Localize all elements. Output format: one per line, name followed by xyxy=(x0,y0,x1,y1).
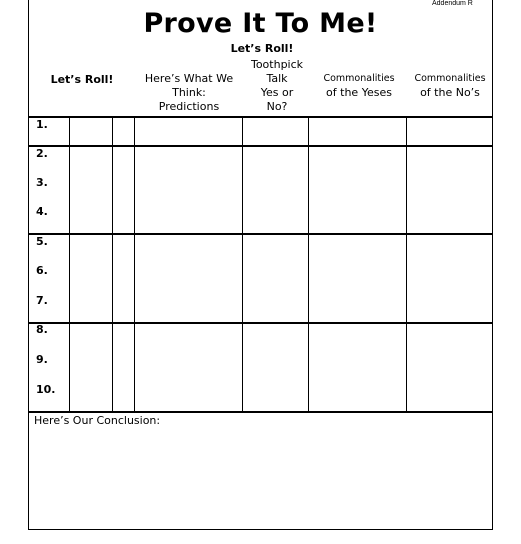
page-title: Prove It To Me! xyxy=(143,8,378,39)
row-number: 5. xyxy=(36,235,48,248)
header-yeses-line2: of the Yeses xyxy=(326,86,392,99)
group-rule-3 xyxy=(28,322,493,324)
header-lets-roll: Let’s Roll! xyxy=(50,73,114,86)
row-number: 4. xyxy=(36,205,48,218)
row-number: 10. xyxy=(36,383,56,396)
row-number: 3. xyxy=(36,176,48,189)
conclusion-label: Here’s Our Conclusion: xyxy=(34,414,161,427)
header-toothpick-line1: Toothpick xyxy=(250,58,304,71)
header-predictions-line2: Think: xyxy=(172,86,206,99)
row-number: 7. xyxy=(36,294,48,307)
addendum-label: Addendum R xyxy=(432,0,473,7)
column-divider xyxy=(308,117,309,412)
row-number: 2. xyxy=(36,147,48,160)
column-divider xyxy=(69,117,70,412)
header-toothpick-talk xyxy=(244,58,310,114)
header-toothpick-line3: Yes or xyxy=(260,86,294,99)
row-number: 6. xyxy=(36,264,48,277)
header-toothpick-line4: No? xyxy=(266,100,288,113)
subtitle: Let’s Roll! xyxy=(230,42,294,55)
table-bottom-rule xyxy=(28,411,493,413)
header-toothpick-line2: Talk xyxy=(266,72,288,85)
header-nos-line1: Commonalities xyxy=(414,73,486,84)
header-commonalities-nos xyxy=(408,72,492,100)
header-commonalities-yeses xyxy=(314,72,404,100)
column-divider xyxy=(112,117,113,412)
column-divider xyxy=(242,117,243,412)
table-top-rule xyxy=(28,116,493,118)
group-rule-2 xyxy=(28,233,493,235)
column-divider xyxy=(406,117,407,412)
row-number: 1. xyxy=(36,118,48,131)
group-rule-1 xyxy=(28,145,493,147)
header-predictions-line1: Here’s What We xyxy=(144,72,234,85)
column-divider xyxy=(134,117,135,412)
row-number: 9. xyxy=(36,353,48,366)
header-predictions xyxy=(136,72,242,114)
header-yeses-line1: Commonalities xyxy=(323,73,395,84)
row-number: 8. xyxy=(36,323,48,336)
header-predictions-line3: Predictions xyxy=(158,100,220,113)
header-nos-line2: of the No’s xyxy=(420,86,480,99)
